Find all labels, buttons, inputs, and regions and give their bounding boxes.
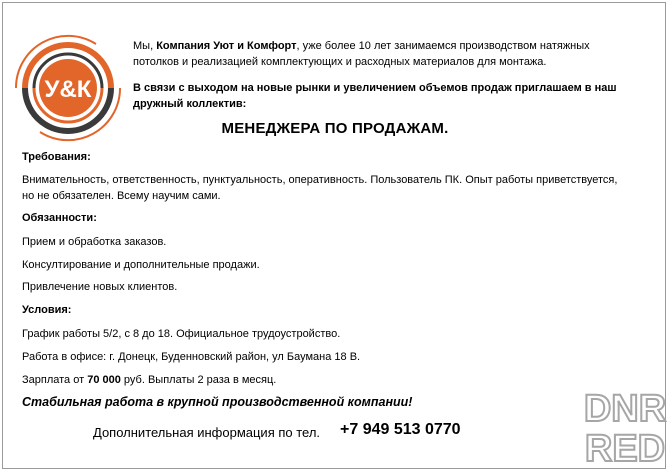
intro-paragraph: Мы, Компания Уют и Комфорт, уже более 10 лет занимаемся производством натяжных потолков и реализацией комплектующих и расходных материалов для монтажа. [133, 40, 590, 68]
requirements-line-1: Внимательность, ответственность, пунктуальность, оперативность. Пользователь ПК. Опыт работы приветствуется, [22, 174, 618, 186]
schedule-text: График работы 5/2, с 8 до 18. Официальное трудоустройство. [22, 328, 341, 340]
office-address: Работа в офисе: г. Донецк, Буденновский район, ул Баумана 18 В. [22, 351, 361, 363]
company-name: Компания Уют и Комфорт [156, 40, 297, 52]
logo-text: У&К [44, 76, 92, 103]
duties-title: Обязанности: [22, 212, 97, 224]
watermark-line-1: DNR [583, 388, 667, 430]
salary-text: Зарплата от 70 000 руб. Выплаты 2 раза в месяц. [22, 374, 277, 386]
conditions-title: Условия: [22, 304, 72, 316]
requirements-title: Требования: [22, 151, 91, 163]
contact-label: Дополнительная информация по тел. [93, 425, 321, 440]
duty-item: Привлечение новых клиентов. [22, 281, 178, 293]
closing-slogan: Стабильная работа в крупной производственной компании! [22, 395, 413, 409]
salary-amount: 70 000 [87, 374, 121, 386]
duty-item: Консултирование и дополнительные продажи. [22, 259, 260, 271]
watermark-logo [583, 385, 667, 467]
requirements-line-2: но не обязателен. Всему научим сами. [22, 190, 221, 202]
watermark-line-2: RED [584, 428, 666, 467]
duty-item: Прием и обработка заказов. [22, 236, 167, 248]
invite-paragraph: В связи с выходом на новые рынки и увеличением объемов продаж приглашаем в наш дружный коллектив: [133, 82, 617, 110]
vacancy-title: МЕНЕДЖЕРА ПО ПРОДАЖАМ. [221, 120, 449, 137]
phone-number[interactable]: +7 949 513 0770 [340, 421, 461, 438]
